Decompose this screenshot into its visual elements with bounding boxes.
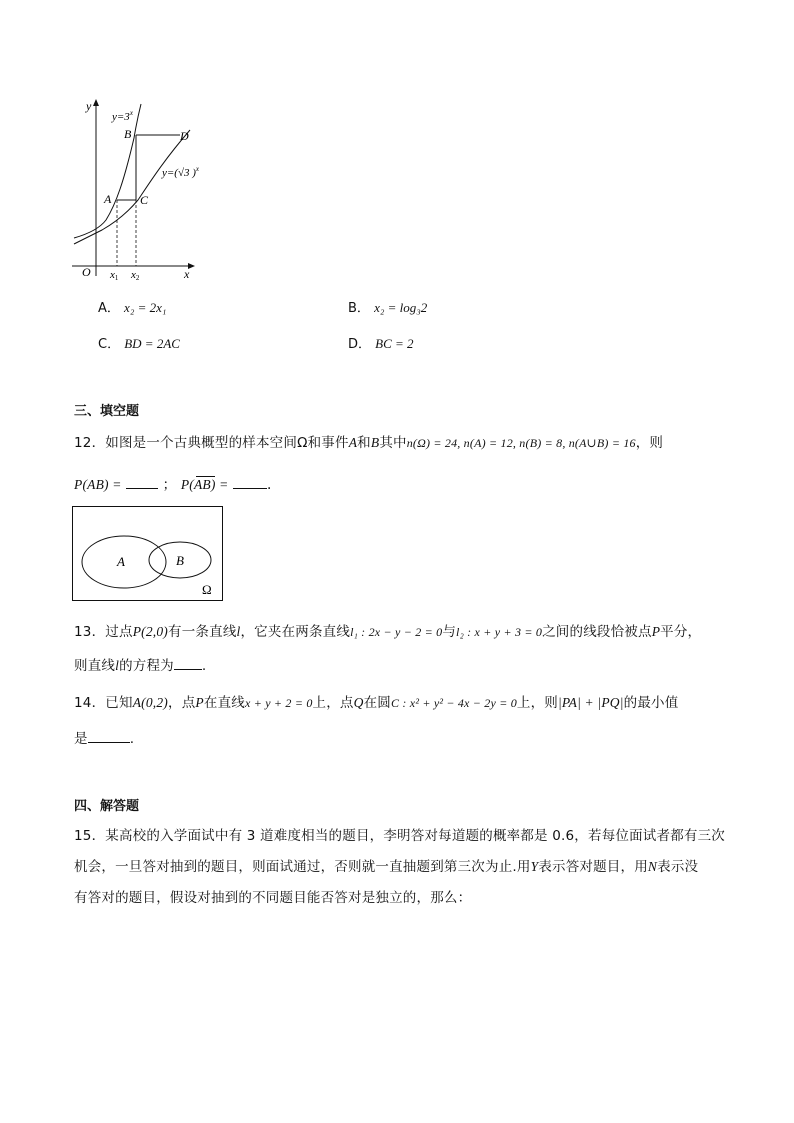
q12-formula: n(Ω) = 24, n(A) = 12, n(B) = 8, n(A∪B) = 16 — [406, 436, 636, 450]
option-D-letter: D． — [348, 337, 372, 352]
q14-text-f: 上，则 — [516, 695, 558, 711]
q15-line2 — [74, 855, 698, 875]
q14-Q: Q — [353, 695, 364, 710]
q13-line2 — [74, 654, 206, 674]
curve2-label: y=(√3 )$^x$ — [162, 165, 200, 179]
q14-line-eq: x + y + 2 = 0 — [244, 696, 313, 710]
curve-3-power-x — [74, 104, 141, 238]
q14-text-e: 在圆 — [363, 695, 391, 711]
label-y: y — [86, 99, 92, 113]
q12-event-B: B — [370, 435, 380, 450]
option-A-letter: A． — [98, 301, 120, 316]
q12-event-A: A — [348, 435, 358, 450]
option-C-letter: C． — [98, 337, 121, 352]
label-origin: O — [82, 265, 91, 279]
q13-text-c: ，它夹在两条直线 — [240, 624, 351, 640]
q14-text-b: ，点 — [168, 695, 196, 711]
q14-expression: |PA| + |PQ| — [558, 695, 624, 710]
option-A-text: x₂ = 2x₁ — [124, 300, 167, 315]
q14-circle-eq: C : x² + y² − 4x − 2y = 0 — [391, 696, 517, 710]
q13-text-f: 平分， — [660, 624, 702, 640]
sample-space-box — [73, 507, 223, 601]
q12-text-c: 其中 — [379, 435, 407, 451]
curve1-label: $y=3^x$ — [112, 109, 133, 123]
q13-text-d: 与 — [442, 624, 457, 640]
q15-text-c: 表示没 — [657, 859, 699, 875]
option-B-text: x₂ = log₃2 — [374, 300, 428, 315]
q13-line-l1: l₁ : 2x − y − 2 = 0 — [350, 625, 443, 639]
q15-text-b: 表示答对题目，用 — [538, 859, 648, 875]
q15-N: N — [647, 859, 658, 874]
label-D: D — [180, 129, 189, 143]
q14-blank — [88, 730, 130, 743]
label-x2: x2 — [131, 269, 140, 282]
q12-text-b: 和 — [357, 435, 371, 451]
q12-line2 — [74, 473, 271, 493]
q14-text-c: 在直线 — [203, 695, 245, 711]
label-x: x — [184, 267, 190, 281]
q15-line1: 15．某高校的入学面试中有 3 道难度相当的题目，李明答对每道题的概率都是 0.6，若每位面试者都有三次 — [74, 828, 726, 844]
option-B — [348, 297, 427, 316]
q13-text-e: 之间的线段恰被点 — [542, 624, 652, 640]
label-x1: x1 — [110, 269, 119, 282]
label-A: A — [104, 192, 112, 206]
y-axis-arrow — [93, 99, 99, 106]
q14-text-h: 是 — [74, 731, 88, 747]
q14-text-a: 14．已知 — [74, 695, 133, 711]
q12-line1 — [74, 431, 663, 451]
q14-text-g: 的最小值 — [623, 695, 679, 711]
q14-text-d: 上，点 — [312, 695, 354, 711]
q13-line-l2: l₂ : x + y + 3 = 0 — [456, 625, 543, 639]
q14-line2 — [74, 727, 134, 747]
q12-pab-bar: P(AB) = — [180, 477, 229, 492]
q13-line-l: l — [236, 624, 241, 639]
q12-pab: P(AB) = — [74, 477, 122, 492]
q12-blank-1 — [126, 476, 158, 489]
q15-text-a: 机会，一旦答对抽到的题目，则面试通过，否则就一直抽题到第三次为止.用 — [74, 859, 531, 875]
label-B: B — [124, 127, 132, 141]
q13-text-a: 13．过点 — [74, 624, 133, 640]
q14-P: P — [195, 695, 204, 710]
q14-point-A: A(0,2) — [132, 695, 169, 710]
venn-diagram — [72, 506, 224, 602]
q13-text-h: 的方程为 — [119, 658, 174, 674]
q12-text-a: 12．如图是一个古典概型的样本空间Ω和事件 — [74, 435, 349, 451]
option-D — [348, 333, 414, 352]
q15-Y: Y — [530, 859, 539, 874]
section3-heading: 三、填空题 — [74, 404, 140, 419]
q12-period: . — [266, 477, 272, 493]
label-C: C — [140, 193, 149, 207]
option-C-text: BD = 2AC — [124, 336, 180, 351]
q13-P: P — [651, 624, 661, 639]
option-C — [98, 333, 180, 352]
q15-line3: 有答对的题目，假设对抽到的不同题目能否答对是独立的，那么： — [74, 890, 472, 906]
q12-separator: ； — [162, 477, 177, 493]
q14-period: . — [129, 731, 135, 747]
q13-text-g: 则直线 — [74, 658, 116, 674]
section4-heading: 四、解答题 — [74, 799, 140, 814]
q13-period: . — [201, 658, 207, 674]
q12-text-d: ，则 — [635, 435, 664, 451]
venn-label-A: A — [117, 554, 125, 569]
venn-label-B: B — [176, 553, 184, 568]
q13-point-P: P(2,0) — [132, 624, 169, 639]
q13-line1 — [74, 620, 701, 640]
q13-text-b: 有一条直线 — [168, 624, 237, 640]
option-D-text: BC = 2 — [375, 336, 414, 351]
option-A — [98, 297, 166, 316]
venn-label-omega: Ω — [202, 582, 212, 597]
q12-blank-2 — [233, 476, 267, 489]
q14-line1 — [74, 691, 678, 711]
q13-l: l — [115, 658, 120, 673]
option-B-letter: B． — [348, 301, 370, 316]
q13-blank — [174, 657, 202, 670]
exponential-graph — [68, 96, 228, 282]
